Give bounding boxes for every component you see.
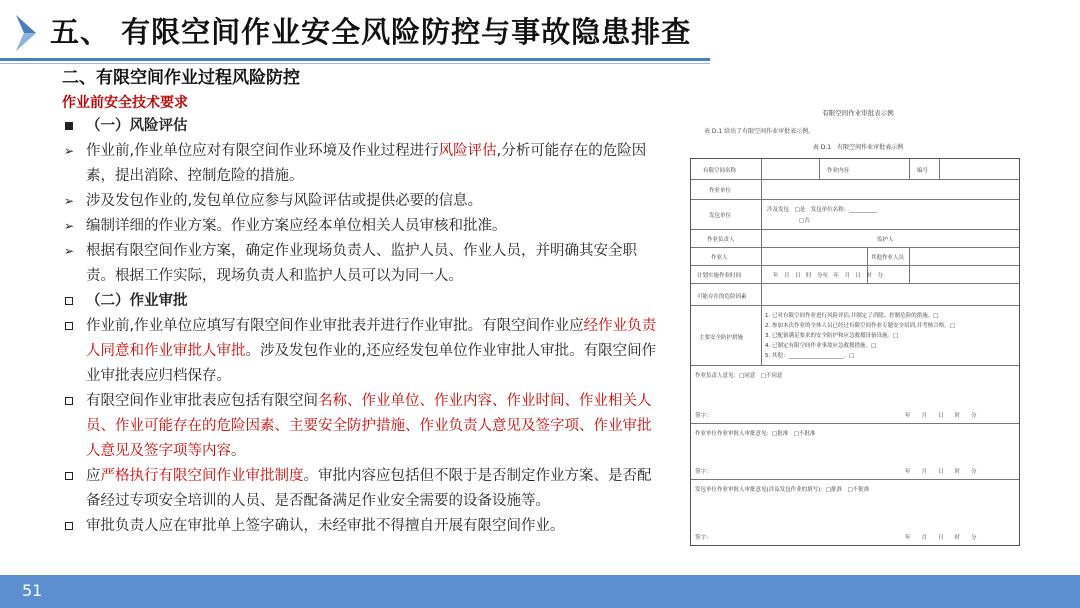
- slide-title: 五、 有限空间作业安全风险防控与事故隐患排查: [50, 15, 692, 49]
- approval-paragraph-2: 有限空间作业审批表应包括有限空间名称、作业单位、作业内容、作业时间、作业相关人员、作业可能存在的危险因素、主要安全防护措施、作业负责人意见及签字项、作业审批人意见及签字项等内容。: [62, 389, 662, 464]
- form-measure-2: 2. 参加本次作业的全体人员已经过有限空间作业专题安全培训,并考核合格。□: [765, 323, 955, 329]
- form-rule: [691, 199, 1019, 200]
- form-intro: 表 D.1 给出了有限空间作业审批表示例。: [704, 128, 815, 135]
- form-contractor-approver-opinion: 发包单位作业审批人审批意见(涉及发包作业的填写)：□批准 □不批准: [695, 487, 870, 493]
- risk-bullet-1: ➢ 作业前,作业单位应对有限空间作业环境及作业过程进行风险评估,分析可能存在的危险因素，提出消除、控制危险的措施。: [62, 139, 662, 189]
- form-label-leader: 作业负责人: [707, 237, 735, 243]
- form-rule: [691, 365, 1019, 366]
- form-rule: [909, 159, 910, 179]
- form-caption: 表 D.1 有限空间作业审批表示例: [812, 144, 904, 151]
- chevron-right-icon: [14, 13, 40, 53]
- form-label-guardian: 监护人: [877, 237, 894, 243]
- risk-bullet-4: ➢ 根据有限空间作业方案，确定作业现场负责人、监护人员、作业人员，并明确其安全职责。根据工作实际，现场负责人和监护人员可以为同一人。: [62, 239, 662, 289]
- form-label-worker: 作业人: [711, 255, 728, 261]
- arrow-bullet-icon: ➢: [64, 144, 75, 158]
- risk-bullet-2: ➢ 涉及发包作业的,发包单位应参与风险评估或提供必要的信息。: [62, 189, 662, 214]
- form-unit-approver-opinion: 作业单位作业审批人审批意见：□批准 □不批准: [695, 431, 816, 437]
- approval-form-document: [680, 98, 1036, 562]
- form-date-label: 年 月 日 时 分: [905, 469, 977, 475]
- form-rule: [939, 159, 940, 179]
- form-label-time: 计划实施作业时间: [697, 273, 742, 279]
- form-leader-opinion: 作业负责人意见：□同意 □不同意: [695, 373, 783, 379]
- form-rule: [691, 479, 1019, 480]
- form-date-label: 年 月 日 时 分: [905, 535, 977, 541]
- form-contractor-option-no: □否: [799, 218, 810, 224]
- form-rule: [691, 265, 1019, 266]
- filled-square-bullet-icon: [65, 122, 73, 130]
- page-number: 51: [22, 581, 43, 600]
- form-measure-3: 3. 已配备满足要求的安全防护和应急救援设备设施。□: [765, 333, 899, 339]
- form-rule: [691, 179, 1019, 180]
- arrow-bullet-icon: ➢: [64, 219, 75, 233]
- form-rule: [691, 229, 1019, 230]
- risk-heading: （一）风险评估: [62, 114, 662, 139]
- form-label-hazards: 可能存在的危险因素: [697, 294, 747, 300]
- footer-bar: [0, 575, 1080, 608]
- approval-heading: （二）作业审批: [62, 289, 662, 314]
- form-measure-1: 1. 已对有限空间作业进行风险评估,并制定了消除、控制危险的措施。□: [765, 313, 939, 319]
- title-underline: [0, 58, 710, 61]
- form-date-label: 年 月 日 时 分: [905, 413, 977, 419]
- form-label-other-workers: 其他作业人员: [871, 255, 905, 261]
- form-rule: [691, 247, 1019, 248]
- hollow-square-bullet-icon: [65, 522, 73, 530]
- approval-paragraph-4: 审批负责人应在审批单上签字确认，未经审批不得擅自开展有限空间作业。: [62, 514, 662, 539]
- form-sign-label: 签字：: [695, 469, 712, 475]
- hollow-square-bullet-icon: [65, 472, 73, 480]
- risk-bullet-3: ➢ 编制详细的作业方案。作业方案应经本单位相关人员审核和批准。: [62, 214, 662, 239]
- form-label-measures: 主要安全防护措施: [699, 335, 744, 341]
- hollow-square-bullet-icon: [65, 322, 73, 330]
- form-rule: [691, 283, 1019, 284]
- approval-paragraph-3: 应严格执行有限空间作业审批制度。审批内容应包括但不限于是否制定作业方案、是否配备经过专项安全培训的人员、是否配备满足作业安全需要的设备设施等。: [62, 464, 662, 514]
- content-column: [62, 66, 662, 539]
- form-rule: [819, 159, 820, 179]
- form-time-value: 年 月 日 时 分至 年 月 日 时 分: [773, 273, 884, 279]
- form-rule: [691, 423, 1019, 424]
- form-rule: [761, 159, 762, 365]
- section-red-subtitle: 作业前安全技术要求: [62, 95, 188, 111]
- approval-paragraph-1: 作业前,作业单位应填写有限空间作业审批表并进行作业审批。有限空间作业应经作业负责人同意和作业审批人审批。涉及发包作业的,还应经发包单位作业审批人审批。有限空间作业审批表应归档保存。: [62, 314, 662, 389]
- form-label-unit: 作业单位: [709, 188, 732, 194]
- form-document-title: 有限空间作业审批表示例: [822, 109, 894, 117]
- form-sign-label: 签字：: [695, 535, 712, 541]
- form-rule: [909, 247, 910, 283]
- slide-header: [0, 0, 1080, 62]
- section-subtitle: 二、有限空间作业过程风险防控: [62, 68, 300, 88]
- hollow-square-bullet-icon: [65, 297, 73, 305]
- form-rule: [691, 305, 1019, 306]
- approval-form-table: [690, 158, 1020, 546]
- arrow-bullet-icon: ➢: [64, 244, 75, 258]
- form-label-space-name: 有限空间名称: [703, 168, 737, 174]
- form-measure-5: 5. 其他：____________________。□: [765, 353, 855, 359]
- form-label-content: 作业内容: [827, 168, 850, 174]
- form-sign-label: 签字：: [695, 413, 712, 419]
- title-underline-thin: [0, 63, 710, 64]
- form-label-contractor: 发包单位: [709, 213, 732, 219]
- form-label-number: 编号: [917, 168, 929, 174]
- form-contractor-option-yes: 涉及发包 □是 发包单位名称：__________: [767, 207, 877, 213]
- arrow-bullet-icon: ➢: [64, 194, 75, 208]
- form-measure-4: 4. 已制定有限空间作业事故应急救援措施。□: [765, 343, 877, 349]
- hollow-square-bullet-icon: [65, 397, 73, 405]
